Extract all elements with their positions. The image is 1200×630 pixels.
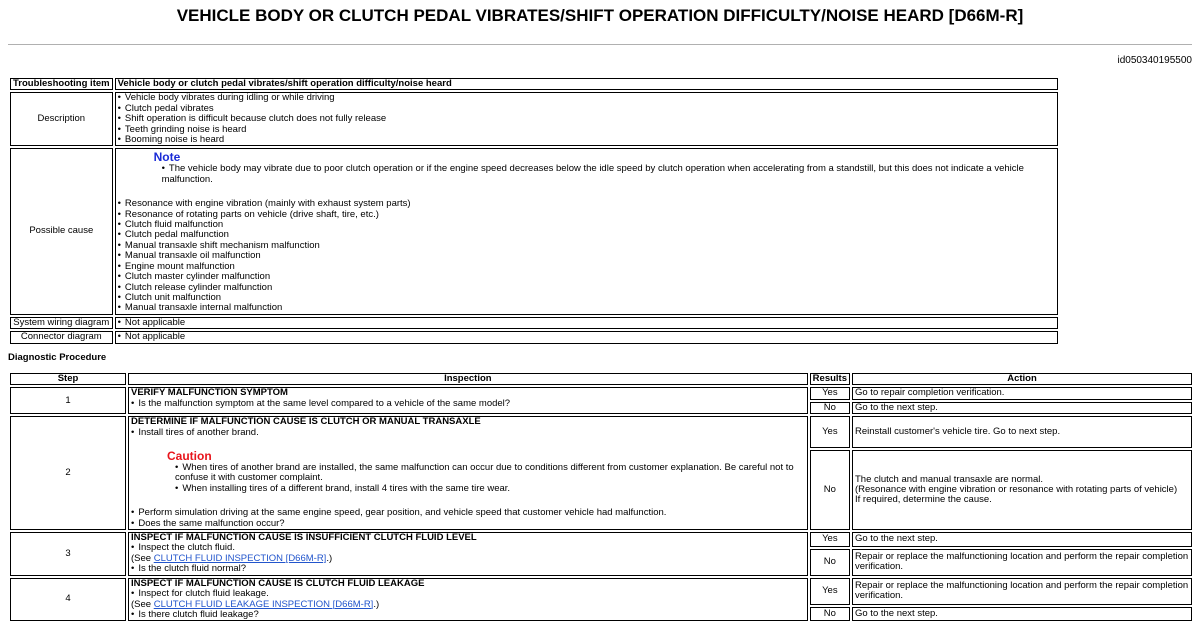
- description-item: • Shift operation is difficult because clutch does not fully release: [118, 114, 1055, 124]
- cause-item: • Clutch pedal malfunction: [118, 230, 1055, 240]
- note-item: • The vehicle body may vibrate due to poor clutch operation or if the engine speed decreases below the idle speed by clutch operation when accelerating from a standstill, but this does not indicate a vehicle malfunction.: [162, 164, 1055, 185]
- action-yes: Reinstall customer's vehicle tire. Go to next step.: [852, 416, 1192, 448]
- step-4-yes-row: [10, 578, 1192, 605]
- description-item: • Teeth grinding noise is heard: [118, 125, 1055, 135]
- see-suffix: .): [326, 552, 333, 564]
- result-no: No: [810, 402, 850, 414]
- caution-list: [167, 463, 805, 494]
- step-3-inspection: [128, 532, 808, 576]
- caution-item: • When installing tires of a different brand, install 4 tires with the same tire wear.: [175, 484, 805, 494]
- cause-item: • Clutch unit malfunction: [118, 293, 1055, 303]
- connector-diagram-value: • Not applicable: [118, 332, 1055, 342]
- cause-item: • Clutch release cylinder malfunction: [118, 283, 1055, 293]
- diagnostic-procedure-table: [8, 371, 1194, 623]
- step-title: INSPECT IF MALFUNCTION CAUSE IS CLUTCH FLUID LEAKAGE: [131, 577, 425, 589]
- connector-diagram-label: Connector diagram: [10, 331, 113, 343]
- action-no: Go to the next step.: [852, 607, 1192, 622]
- wiring-diagram-row: [10, 317, 1058, 329]
- caution-title: Caution: [167, 449, 212, 464]
- step-number: 4: [10, 578, 126, 622]
- step-2-yes-row: [10, 416, 1192, 448]
- inspection-item: • Inspect for clutch fluid leakage.: [131, 589, 805, 599]
- troubleshooting-item-header: Troubleshooting item: [10, 78, 113, 90]
- action-no-line: The clutch and manual transaxle are normal.: [855, 473, 1043, 485]
- result-yes: Yes: [810, 387, 850, 399]
- inspection-header: Inspection: [128, 373, 808, 385]
- result-yes: Yes: [810, 416, 850, 448]
- action-yes: Repair or replace the malfunctioning location and perform the repair completion verification.: [852, 578, 1192, 605]
- step-title: DETERMINE IF MALFUNCTION CAUSE IS CLUTCH OR MANUAL TRANSAXLE: [131, 416, 481, 428]
- note-box: [118, 151, 1055, 185]
- see-suffix: .): [373, 598, 380, 610]
- troubleshooting-item-value: Vehicle body or clutch pedal vibrates/shift operation difficulty/noise heard: [115, 78, 1058, 90]
- connector-diagram-row: [10, 331, 1058, 343]
- description-item: • Vehicle body vibrates during idling or while driving: [118, 93, 1055, 103]
- step-number: 2: [10, 416, 126, 530]
- cause-item: • Engine mount malfunction: [118, 262, 1055, 272]
- cause-item: • Manual transaxle oil malfunction: [118, 251, 1055, 261]
- caution-item: • When tires of another brand are installed, the same malfunction can occur due to conditions different from customer explanation. Be careful not to confuse it with customer complaint.: [175, 463, 805, 484]
- step-title: INSPECT IF MALFUNCTION CAUSE IS INSUFFICIENT CLUTCH FLUID LEVEL: [131, 532, 477, 544]
- clutch-fluid-inspection-link[interactable]: CLUTCH FLUID INSPECTION [D66M-R]: [153, 552, 327, 564]
- action-no-line: (Resonance with engine vibration or resonance with rotating parts of vehicle): [855, 483, 1178, 495]
- step-3-yes-row: [10, 532, 1192, 547]
- wiring-diagram-value: • Not applicable: [118, 318, 1055, 328]
- troubleshooting-header-row: [10, 78, 1058, 90]
- note-list: [154, 164, 1055, 185]
- connector-diagram-value-cell: [115, 331, 1058, 343]
- action-header: Action: [852, 373, 1192, 385]
- inspection-item: • Is the malfunction symptom at the same level compared to a vehicle of the same model?: [131, 399, 805, 409]
- step-header: Step: [10, 373, 126, 385]
- title-divider: [8, 44, 1192, 45]
- action-no: Repair or replace the malfunctioning location and perform the repair completion verification.: [852, 549, 1192, 576]
- cause-item: • Manual transaxle shift mechanism malfunction: [118, 241, 1055, 251]
- diagnostic-header-row: [10, 373, 1192, 385]
- description-list: [118, 93, 1055, 145]
- inspection-item: • Inspect the clutch fluid.: [131, 543, 805, 553]
- step-2-inspection: [128, 416, 808, 530]
- cause-item: • Resonance of rotating parts on vehicle (drive shaft, tire, etc.): [118, 210, 1055, 220]
- possible-cause-list: [118, 199, 1055, 313]
- description-label: Description: [10, 92, 113, 146]
- action-yes: Go to repair completion verification.: [852, 387, 1192, 399]
- action-no: Go to the next step.: [852, 402, 1192, 414]
- description-content: [115, 92, 1058, 146]
- diagnostic-procedure-title: Diagnostic Procedure: [8, 352, 107, 363]
- description-item: • Clutch pedal vibrates: [118, 104, 1055, 114]
- inspection-item: • Perform simulation driving at the same engine speed, gear position, and vehicle speed that customer vehicle had malfunction.: [131, 508, 805, 518]
- clutch-fluid-leakage-inspection-link[interactable]: CLUTCH FLUID LEAKAGE INSPECTION [D66M-R]: [153, 598, 374, 610]
- action-no-line: If required, determine the cause.: [855, 494, 992, 506]
- action-yes: Go to the next step.: [852, 532, 1192, 547]
- result-yes: Yes: [810, 532, 850, 547]
- step-number: 1: [10, 387, 126, 414]
- document-id: id050340195500: [1117, 55, 1192, 66]
- results-header: Results: [810, 373, 850, 385]
- step-title: VERIFY MALFUNCTION SYMPTOM: [131, 387, 288, 399]
- step-1-yes-row: [10, 387, 1192, 399]
- possible-cause-content: [115, 148, 1058, 314]
- result-yes: Yes: [810, 578, 850, 605]
- possible-cause-row: [10, 148, 1058, 314]
- cause-item: • Manual transaxle internal malfunction: [118, 303, 1055, 313]
- troubleshooting-table: [8, 76, 1060, 346]
- description-item: • Booming noise is heard: [118, 135, 1055, 145]
- step-number: 3: [10, 532, 126, 576]
- cause-item: • Clutch master cylinder malfunction: [118, 272, 1055, 282]
- caution-box: [131, 450, 805, 494]
- inspection-item: • Install tires of another brand.: [131, 428, 805, 438]
- inspection-item: • Does the same malfunction occur?: [131, 519, 805, 529]
- result-no: No: [810, 607, 850, 622]
- wiring-diagram-value-cell: [115, 317, 1058, 329]
- cause-item: • Clutch fluid malfunction: [118, 220, 1055, 230]
- action-no-cell: [852, 450, 1192, 530]
- inspection-item: • Is the clutch fluid normal?: [131, 564, 805, 574]
- note-title: Note: [153, 150, 181, 165]
- possible-cause-label: Possible cause: [10, 148, 113, 314]
- step-1-inspection: [128, 387, 808, 414]
- page-title: VEHICLE BODY OR CLUTCH PEDAL VIBRATES/SHIFT OPERATION DIFFICULTY/NOISE HEARD [D66M-R]: [176, 6, 1024, 25]
- step-4-inspection: [128, 578, 808, 622]
- inspection-item: • Is there clutch fluid leakage?: [131, 610, 805, 620]
- wiring-diagram-label: System wiring diagram: [10, 317, 113, 329]
- cause-item: • Resonance with engine vibration (mainly with exhaust system parts): [118, 199, 1055, 209]
- description-row: [10, 92, 1058, 146]
- result-no: No: [810, 450, 850, 530]
- see-prefix: (See: [131, 598, 154, 610]
- see-prefix: (See: [131, 552, 154, 564]
- result-no: No: [810, 549, 850, 576]
